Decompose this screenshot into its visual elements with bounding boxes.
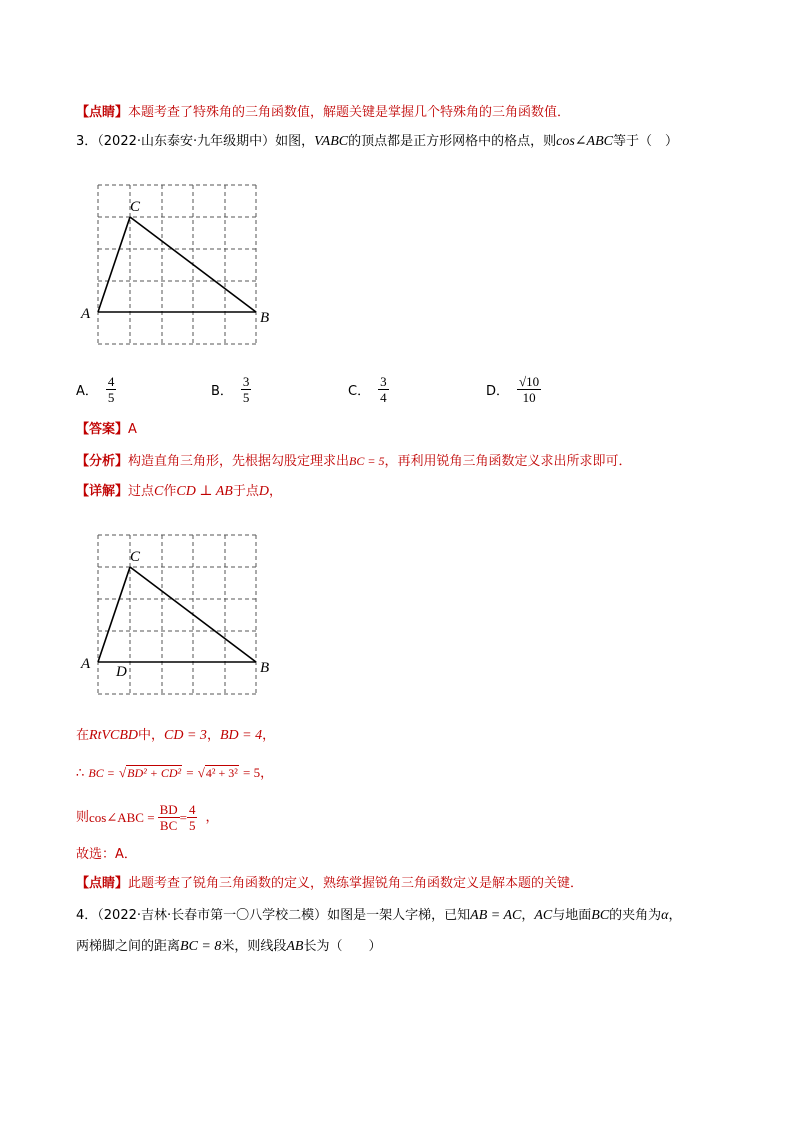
question-text: 长为（ ） (303, 939, 382, 954)
cd-value: CD = 3 (164, 728, 207, 743)
therefore-symbol: ∴ (76, 766, 85, 781)
denominator: 4 (380, 390, 387, 405)
option-fraction (378, 374, 389, 405)
numerator: √10 (519, 374, 540, 389)
detail-line (76, 482, 282, 502)
ab-equals-ac: AB = AC (470, 908, 522, 923)
sqrt-expression: 4² + 3² (205, 766, 238, 780)
option-a[interactable] (76, 374, 116, 405)
label-b: B (260, 310, 270, 326)
label-d: D (116, 664, 127, 680)
question-text: ， (521, 908, 535, 923)
answer-text: A (128, 422, 137, 437)
question-text: ， (668, 908, 682, 923)
analysis-tag: 【分析】 (76, 454, 129, 469)
question-text: 米，则线段 (221, 939, 287, 954)
step-2: ∴ BC = √BD² + CD² = √4² + 3² = 5， (76, 765, 274, 781)
option-fraction (241, 374, 252, 405)
question-text: 等于（ ） (612, 134, 678, 149)
numerator: 4 (188, 802, 196, 817)
detail-text: 作 (163, 484, 177, 499)
step-text: 则 (76, 809, 90, 825)
denominator: 5 (188, 818, 196, 833)
option-letter: B． (211, 384, 233, 399)
detail-text: 过点 (128, 484, 155, 499)
formula-lhs: BC = (88, 766, 115, 780)
bc-length: BC = 8 (180, 939, 222, 954)
step-text: ， (206, 728, 220, 743)
option-d[interactable] (486, 374, 541, 405)
triangle-symbol: RtVCBD (89, 728, 139, 743)
question-text: 的夹角为 (609, 908, 662, 923)
perpendicular-expression: CD ⊥ AB (176, 484, 233, 499)
question-text: 与地面 (552, 908, 592, 923)
option-letter: D． (486, 384, 510, 399)
detail-text: ， (269, 484, 283, 499)
segment-ab: AB (286, 939, 304, 954)
option-letter: C． (348, 384, 371, 399)
choose-text: 故选：A． (76, 847, 137, 862)
question-text: 如图是一架人字梯，已知 (327, 908, 471, 923)
choose-line (76, 845, 137, 865)
fraction-4-5 (187, 802, 198, 833)
label-a: A (81, 306, 91, 322)
question-text: 的顶点都是正方形网格中的格点，则 (348, 134, 557, 149)
step-3 (76, 802, 218, 833)
comment-tag: 【点睛】 (76, 105, 129, 120)
formula-rhs: = 5 (242, 765, 261, 780)
denominator: 5 (107, 390, 115, 405)
label-c: C (130, 549, 141, 565)
comment-tag: 【点睛】 (76, 876, 129, 891)
option-letter: A． (76, 384, 98, 399)
detail-tag: 【详解】 (76, 484, 129, 499)
cos-expression: cos∠ABC = (89, 809, 155, 825)
step-text: 在 (76, 728, 90, 743)
numerator: 3 (242, 374, 250, 389)
answer-tag: 【答案】 (76, 422, 129, 437)
triangle-symbol: VABC (314, 134, 349, 149)
option-b[interactable] (211, 374, 251, 405)
label-b: B (260, 660, 270, 676)
grid-figure-1 (78, 178, 298, 353)
equals: = (179, 809, 187, 825)
label-c: C (130, 199, 141, 215)
comment-text: 本题考查了特殊角的三角函数值，解题关键是掌握几个特殊角的三角函数值． (128, 105, 571, 120)
sqrt-expression: BD² + CD² (127, 766, 182, 780)
comment-2 (76, 874, 583, 894)
bd-value: BD = 4 (219, 728, 263, 743)
step-1 (76, 726, 275, 746)
denominator: 10 (522, 390, 536, 405)
step-text: ， (205, 809, 219, 825)
detail-text: 于点 (232, 484, 259, 499)
denominator: 5 (242, 390, 250, 405)
option-fraction (106, 374, 117, 405)
angle-alpha: α (661, 908, 669, 923)
fraction-bd-bc (158, 802, 180, 833)
point-c: C (154, 484, 164, 499)
question-4-line-2 (76, 937, 382, 957)
label-a: A (81, 656, 91, 672)
analysis-line (76, 451, 631, 472)
question-number: 3． (76, 134, 98, 149)
question-text: 如图， (275, 134, 315, 149)
step-text: ， (260, 766, 274, 781)
analysis-text: ，再利用锐角三角函数定义求出所求即可． (384, 454, 632, 469)
grid-figure-2 (78, 528, 298, 703)
question-3 (76, 132, 678, 152)
numerator: BD (159, 802, 178, 817)
denominator: BC (159, 818, 178, 833)
numerator: 4 (107, 374, 115, 389)
comment-text: 此题考查了锐角三角函数的定义，熟练掌握锐角三角函数定义是解本题的关键． (128, 876, 584, 891)
question-source: （2022·山东泰安·九年级期中） (97, 134, 276, 149)
equals: = (186, 765, 194, 780)
numerator: 3 (380, 374, 387, 389)
segment-ac: AC (534, 908, 553, 923)
top-comment (76, 103, 570, 123)
cos-expression: cos∠ABC (556, 134, 613, 149)
option-c[interactable] (348, 374, 389, 405)
answer-line (76, 420, 137, 440)
step-text: ， (262, 728, 276, 743)
question-source: （2022·吉林·长春市第一〇八学校二模） (97, 908, 328, 923)
question-number: 4． (76, 908, 98, 923)
question-text: 两梯脚之间的距离 (76, 939, 181, 954)
question-4-line-1 (76, 906, 682, 926)
segment-bc: BC (591, 908, 610, 923)
point-d: D (258, 484, 269, 499)
analysis-expression: BC = 5 (349, 454, 385, 468)
step-text: 中， (138, 728, 165, 743)
analysis-text: 构造直角三角形，先根据勾股定理求出 (128, 454, 350, 469)
option-fraction (517, 374, 541, 405)
